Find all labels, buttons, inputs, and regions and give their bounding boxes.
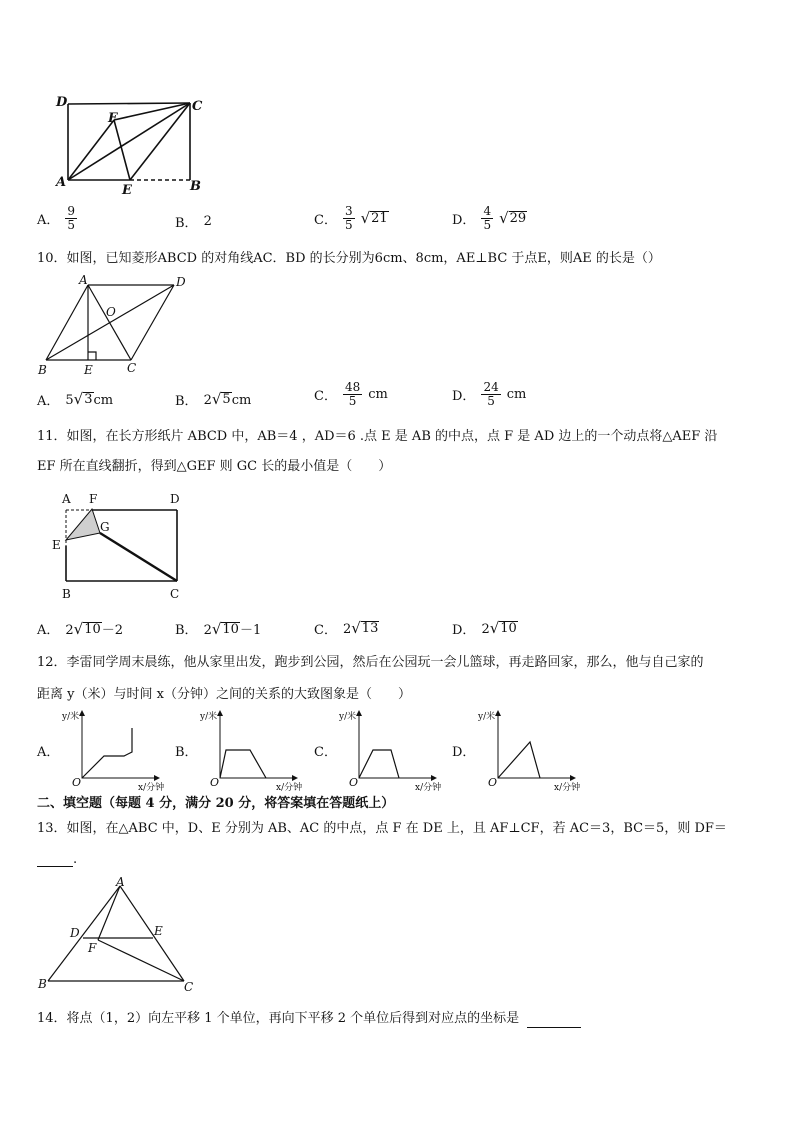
label-D: D [56,95,68,110]
x-axis-arrow-icon [292,775,298,781]
label-B: B [38,363,47,377]
x-axis-arrow-icon [154,775,160,781]
q10-option-c[interactable]: C． $\frac{48}{5}$ cm [314,380,388,408]
q9-option-a[interactable]: A． $\frac{9}{5}$ [37,204,76,232]
graph-origin-label: O [72,776,82,789]
label-C: C [192,99,203,114]
q9-option-b[interactable]: B． 2 [175,214,212,231]
graph-y-label: y/米 [200,712,218,722]
graph-curve [82,728,132,778]
graph-origin-label: O [488,776,498,789]
q13-stem: 13．如图，在△ABC 中，D、E 分别为 AB、AC 的中点，点 F 在 DE 上，且 AF⊥CF，若 AC＝3，BC＝5，则 DF＝ [37,821,727,836]
q11-option-a[interactable]: A． 2 √ 10 －2 [37,620,124,638]
label-E: E [154,924,163,938]
label-D: D [170,492,180,506]
q12-option-c[interactable]: C． [314,745,337,760]
y-axis-arrow-icon [356,710,362,716]
label-E: E [84,363,93,377]
graph-curve [498,742,540,778]
q10-option-b[interactable]: B． 2 √ 5 cm [175,389,252,409]
graph-x-label: x/分钟 [138,783,165,792]
q12-stem-line2: 距离 y（米）与时间 x（分钟）之间的关系的大致图象是（ ） [37,687,411,702]
label-B: B [190,179,201,194]
q10-stem: 10．如图，已知菱形ABCD 的对角线AC．BD 的长分别为6cm、8cm，AE⊥BC 于点E，则AE 的长是（） [37,251,661,266]
q9-figure [50,92,220,198]
label-F: F [108,111,118,126]
label-A: A [79,274,88,287]
section-heading: 二、填空题（每题 4 分，满分 20 分，将答案填在答题纸上） [37,796,395,811]
x-axis-arrow-icon [570,775,576,781]
q12-option-a[interactable]: A． [37,745,60,760]
label-E: E [52,538,61,552]
y-axis-arrow-icon [495,710,501,716]
q14-stem-text: 14．将点（1，2）向左平移 1 个单位，再向下平移 2 个单位后得到对应点的坐标是 [37,1011,520,1026]
y-axis-arrow-icon [217,710,223,716]
y-axis-arrow-icon [79,710,85,716]
label-O: O [106,305,116,319]
q13-answer-blank[interactable] [37,852,77,867]
label-B: B [62,587,71,601]
q11-option-d[interactable]: D． 2 √ 10 [452,618,517,638]
graph-axes [82,712,158,778]
graph-origin-label: O [349,776,359,789]
graph-x-label: x/分钟 [554,783,581,792]
label-F: F [89,492,98,506]
label-C: C [170,587,180,601]
graph-axes [220,712,296,778]
label-C: C [127,361,137,375]
graph-axes [498,712,574,778]
q12-option-d[interactable]: D． [452,745,476,760]
q10-figure [36,274,196,378]
q9-option-c[interactable]: C． $\frac{3}{5}$ √ 21 [314,204,388,232]
label-D: D [176,275,186,289]
q11-stem-line2: EF 所在直线翻折，得到△GEF 则 GC 长的最小值是（ ） [37,459,392,474]
q12-stem-line1: 12．李雷同学周末晨练，他从家里出发，跑步到公园，然后在公园玩一会儿篮球，再走路回家，那么，他与自己家的 [37,655,704,670]
q12-option-b[interactable]: B． [175,745,198,760]
graph-y-label: y/米 [62,712,80,722]
label-A: A [56,175,67,190]
q12-graph-d[interactable] [474,706,582,792]
label-G: G [100,520,110,534]
label-D: D [70,926,80,940]
q12-graph-b[interactable] [196,706,304,792]
q13-tail: . [73,852,78,867]
q14-stem [37,1010,581,1028]
graph-y-label: y/米 [478,712,496,722]
q11-option-b[interactable]: B． 2 √ 10 －1 [175,620,262,638]
label-A: A [62,492,71,506]
graph-axes [359,712,435,778]
x-axis-arrow-icon [431,775,437,781]
q14-answer-blank[interactable] [527,1013,581,1028]
q12-graph-c[interactable] [335,706,443,792]
label-C: C [184,980,194,994]
graph-curve [359,750,399,778]
q11-figure [48,488,198,604]
graph-x-label: x/分钟 [276,783,303,792]
q11-option-c[interactable]: C． 2 √ 13 [314,618,379,638]
q10-option-d[interactable]: D． $\frac{24}{5}$ cm [452,380,527,408]
q13-figure [36,876,206,994]
q12-graph-a[interactable] [58,706,166,792]
graph-y-label: y/米 [339,712,357,722]
label-E: E [122,183,132,198]
q9-option-d[interactable]: D． $\frac{4}{5}$ √ 29 [452,204,527,232]
graph-curve [220,750,266,778]
label-A: A [116,876,125,889]
label-B: B [38,977,47,991]
label-F: F [88,941,97,955]
graph-origin-label: O [210,776,220,789]
graph-x-label: x/分钟 [415,783,442,792]
q11-stem-line1: 11．如图，在长方形纸片 ABCD 中，AB＝4 ，AD＝6 .点 E 是 AB 的中点，点 F 是 AD 边上的一个动点将△AEF 沿 [37,429,718,444]
q10-option-a[interactable]: A． 5 √ 3 cm [37,389,114,409]
